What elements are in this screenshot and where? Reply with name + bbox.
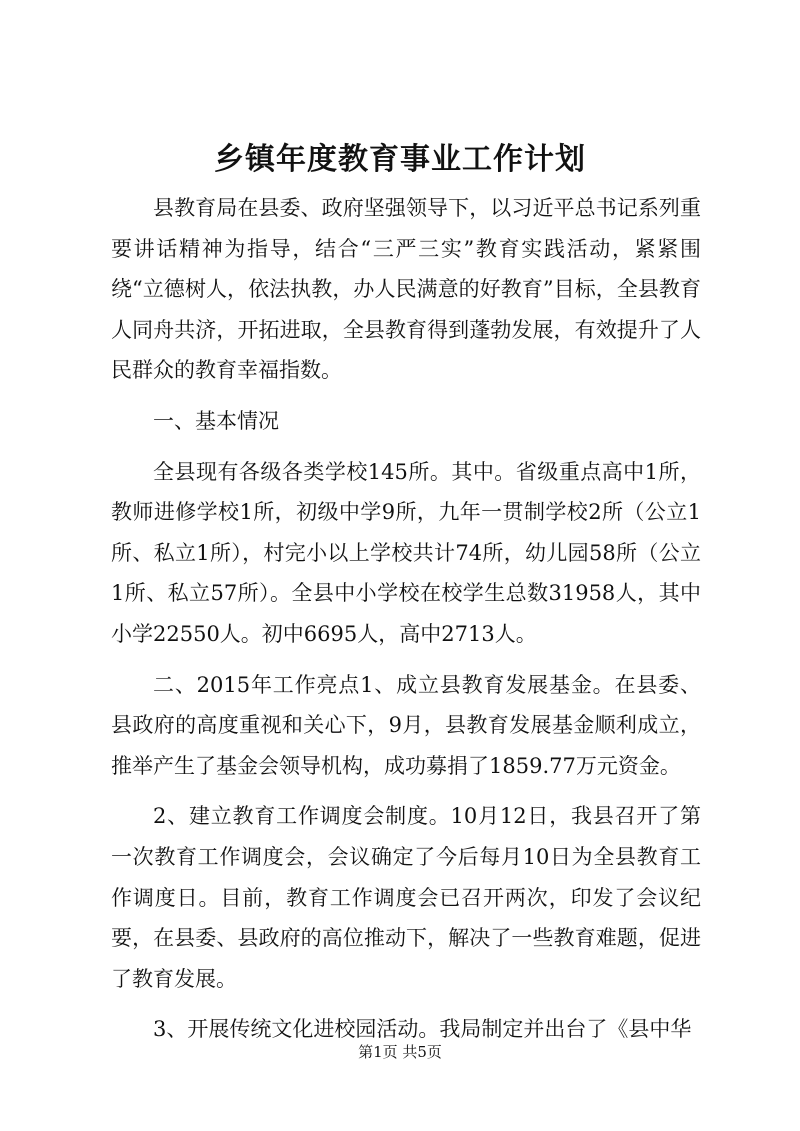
- paragraph-basic-info: 全县现有各级各类学校145所。其中。省级重点高中1所，教师进修学校1所，初级中学9所，九年一贯制学校2所（公立1所、私立1所），村完小以上学校共计74所，幼儿园58所（公立1所、私立57所）。全县中小学校在校学生总数31958人，其中小学22550人。初中6695人，高中2713人。: [111, 459, 701, 646]
- paragraph-intro: 县教育局在县委、政府坚强领导下，以习近平总书记系列重要讲话精神为指导，结合“三严三实”教育实践活动，紧紧围绕“立德树人，依法执教，办人民满意的好教育”目标，全县教育人同舟共济，开拓进取，全县教育得到蓬勃发展，有效提升了人民群众的教育幸福指数。: [111, 196, 701, 383]
- paragraph-dispatch-meeting: 2、建立教育工作调度会制度。10月12日，我县召开了第一次教育工作调度会，会议确定了今后每月10日为全县教育工作调度日。目前，教育工作调度会已召开两次，印发了会议纪要，在县委、县政府的高位推动下，解决了一些教育难题，促进了教育发展。: [111, 804, 701, 991]
- document-title: 乡镇年度教育事业工作计划: [214, 142, 586, 177]
- document-body: [111, 188, 701, 1050]
- page-number-footer: 第1页 共5页: [358, 1043, 442, 1061]
- paragraph-highlights: 二、2015年工作亮点1、成立县教育发展基金。在县委、县政府的高度重视和关心下，9月，县教育发展基金顺利成立，推举产生了基金会领导机构，成功募捐了1859.77万元资金。: [111, 672, 701, 778]
- paragraph-traditional-culture: 3、开展传统文化进校园活动。我局制定并出台了《县中华: [153, 1017, 692, 1042]
- section-heading-basic: 一、基本情况: [153, 408, 279, 433]
